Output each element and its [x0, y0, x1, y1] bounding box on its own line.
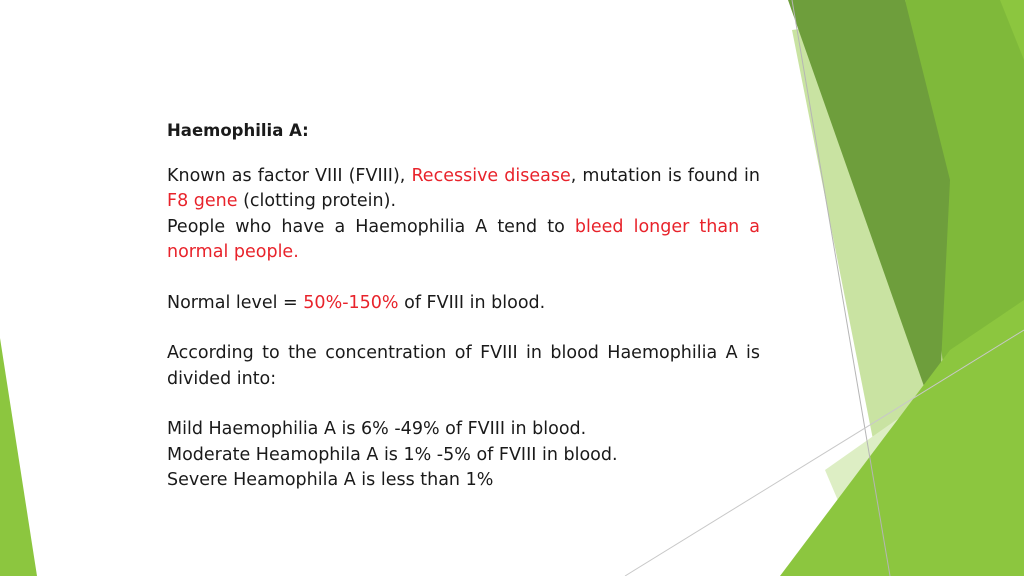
- normal-level-suffix: of FVIII in blood.: [398, 292, 546, 313]
- left-green-sliver: [0, 338, 37, 576]
- severe-type-line: Severe Heamophila A is less than 1%: [167, 470, 494, 490]
- normal-level-line: [167, 291, 760, 317]
- mild-type-line: Mild Haemophilia A is 6% -49% of FVIII in blood.: [167, 419, 587, 439]
- normal-range-highlight: 50%-150%: [303, 292, 399, 313]
- intro-text-3: , mutation is found in: [570, 165, 761, 186]
- intro-text-5: (clotting protein).: [237, 191, 397, 211]
- recessive-disease-highlight: Recessive disease: [411, 165, 571, 186]
- slide-content: [167, 118, 760, 494]
- slide-heading: Haemophilia A:: [167, 121, 309, 140]
- f8-gene-highlight: F8 gene: [167, 191, 238, 211]
- spacer: [167, 392, 760, 417]
- moderate-type-line: Moderate Heamophila A is 1% -5% of FVIII in blood.: [167, 444, 618, 465]
- spacer: [167, 316, 760, 341]
- bleed-paragraph: [167, 215, 760, 266]
- bleed-text-1: People who have a Haemophilia A tend to: [167, 216, 575, 237]
- bleed-longer-highlight: bleed longer than a normal people.: [167, 216, 760, 262]
- normal-level-label: Normal level =: [167, 292, 304, 313]
- spacer: [167, 266, 760, 291]
- intro-text-1: Known as factor VIII (FVIII),: [167, 165, 412, 186]
- intro-paragraph: [167, 164, 760, 215]
- division-paragraph: According to the concentration of FVIII in blood Haemophilia A is divided into:: [167, 343, 760, 389]
